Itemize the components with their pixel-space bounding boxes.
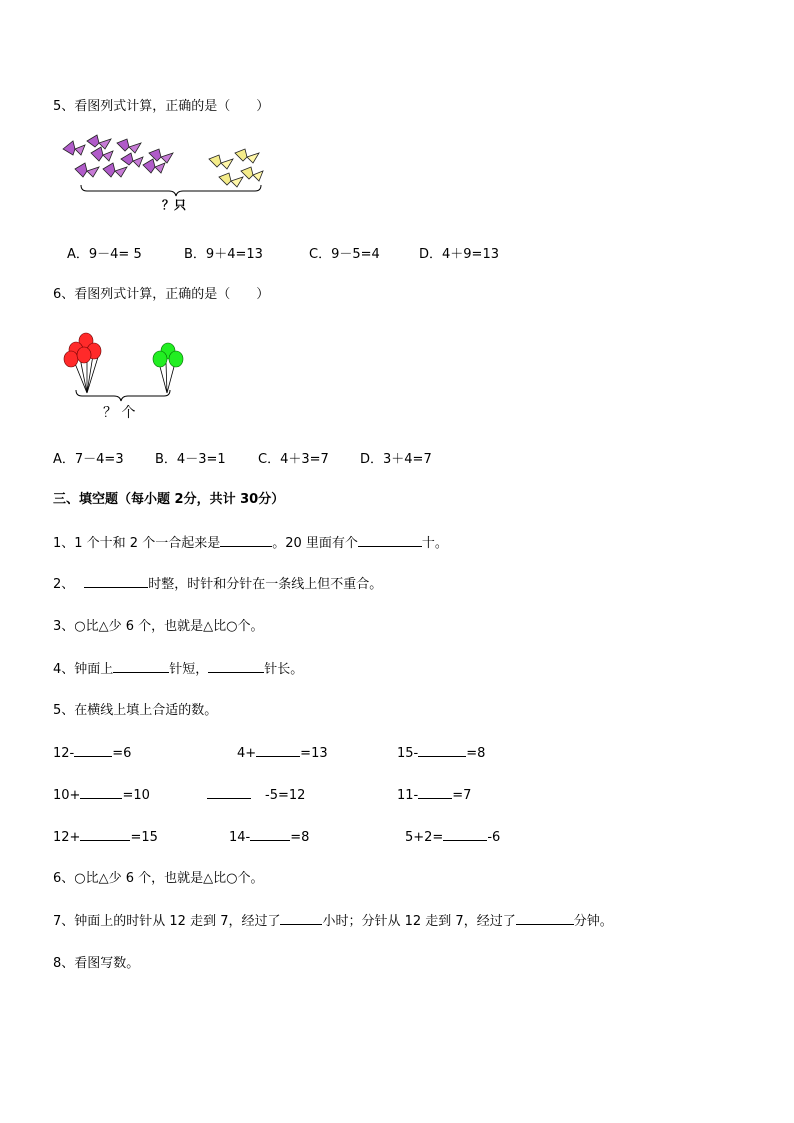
equation-post: =7 [452,788,472,803]
answer-blank[interactable] [418,744,466,757]
q6-option-a[interactable]: A．7－4=3 [53,452,124,467]
equation-pre: 4+ [237,746,257,761]
equation [53,786,150,805]
fill-q8: 8、看图写数。 [53,956,140,971]
equation-pre: 12- [53,746,75,761]
answer-blank[interactable] [74,744,112,757]
q5-option-c[interactable]: C．9－5=4 [309,247,380,262]
equation [53,828,158,847]
equation [405,828,500,847]
answer-blank[interactable] [207,786,251,799]
fill-q7-text-c: 分钟。 [573,914,613,929]
equation [229,828,309,847]
answer-blank[interactable] [80,786,122,799]
fill-q1-text-b: 。20 里面有个 [272,536,358,551]
butterfly-icon [63,141,85,155]
equation-post: =6 [112,746,132,761]
equation [53,744,131,763]
equation [237,744,328,763]
equation-pre: 14- [229,830,251,845]
equation-post: =15 [130,830,158,845]
answer-blank[interactable] [516,912,574,925]
butterfly-icon [87,135,111,149]
answer-blank[interactable] [80,828,130,841]
equation-post: -5=12 [265,788,306,803]
fill-q7-text-a: 7、钟面上的时针从 12 走到 7，经过了 [53,914,281,929]
answer-blank[interactable] [208,660,264,673]
fill-q2 [53,575,382,594]
equation-post: =8 [466,746,486,761]
equation-post: =8 [290,830,310,845]
q5-option-a[interactable]: A．9－4= 5 [67,247,142,262]
butterfly-icon [219,173,243,187]
butterfly-icon [117,139,141,153]
equation-post: =13 [300,746,328,761]
fill-q7 [53,912,613,931]
q6-brace-label: ？ 个 [103,405,136,421]
answer-blank[interactable] [280,912,322,925]
butterfly-icon [235,149,259,163]
q5-option-b[interactable]: B．9＋4=13 [184,247,263,262]
equation [207,786,305,805]
fill-q1-text-c: 十。 [421,536,448,551]
answer-blank[interactable] [256,744,300,757]
butterfly-icon [241,167,263,181]
answer-blank[interactable] [418,786,452,799]
q6-option-b[interactable]: B．4－3=1 [155,452,226,467]
fill-q6: 6、○比△少 6 个，也就是△比○个。 [53,871,264,886]
answer-blank[interactable] [250,828,290,841]
butterfly-icon [209,155,233,169]
section-title: 三、填空题（每小题 2分，共计 30分） [53,492,285,507]
fill-q7-text-b: 小时；分针从 12 走到 7，经过了 [322,914,516,929]
butterfly-icon [75,163,99,177]
fill-q4-text-a: 4、钟面上 [53,662,114,677]
equation-pre: 12+ [53,830,81,845]
answer-blank[interactable] [443,828,487,841]
fill-q5-text: 5、在横线上填上合适的数。 [53,703,218,718]
q5-option-d[interactable]: D．4＋9=13 [419,247,499,262]
green-balloon-bunch-icon [153,343,183,393]
q5-brace-label: ？只 [162,198,187,212]
butterfly-icon [103,163,127,177]
fill-q1 [53,534,448,553]
butterfly-icon [91,147,113,161]
equation-pre: 10+ [53,788,81,803]
fill-q1-text-a: 1、1 个十和 2 个一合起来是 [53,536,221,551]
fill-q2-text-a: 2、 [53,577,75,592]
brace [81,185,261,196]
answer-blank[interactable] [358,534,422,547]
equation [397,744,485,763]
equation-pre: 11- [397,788,419,803]
q5-question: 5、看图列式计算，正确的是（ ） [53,99,270,114]
answer-blank[interactable] [84,575,148,588]
answer-blank[interactable] [220,534,272,547]
butterflies-illustration [55,135,270,195]
brace [76,390,170,401]
fill-q4 [53,660,303,679]
fill-q3: 3、○比△少 6 个，也就是△比○个。 [53,619,264,634]
butterfly-icon [143,159,165,173]
q6-option-c[interactable]: C．4＋3=7 [258,452,329,467]
fill-q4-text-b: 针短， [169,662,209,677]
equation-pre: 15- [397,746,419,761]
equation-post: =10 [122,788,150,803]
q6-question: 6、看图列式计算，正确的是（ ） [53,287,270,302]
red-balloon-bunch-icon [64,333,101,393]
fill-q4-text-c: 针长。 [264,662,304,677]
equation [397,786,471,805]
answer-blank[interactable] [113,660,169,673]
equation-pre: 5+2= [405,830,444,845]
q6-option-d[interactable]: D．3＋4=7 [360,452,432,467]
equation-post: -6 [487,830,501,845]
butterfly-icon [121,153,143,167]
fill-q2-text-b: 时整，时针和分针在一条线上但不重合。 [148,577,383,592]
balloons-illustration [60,333,190,405]
